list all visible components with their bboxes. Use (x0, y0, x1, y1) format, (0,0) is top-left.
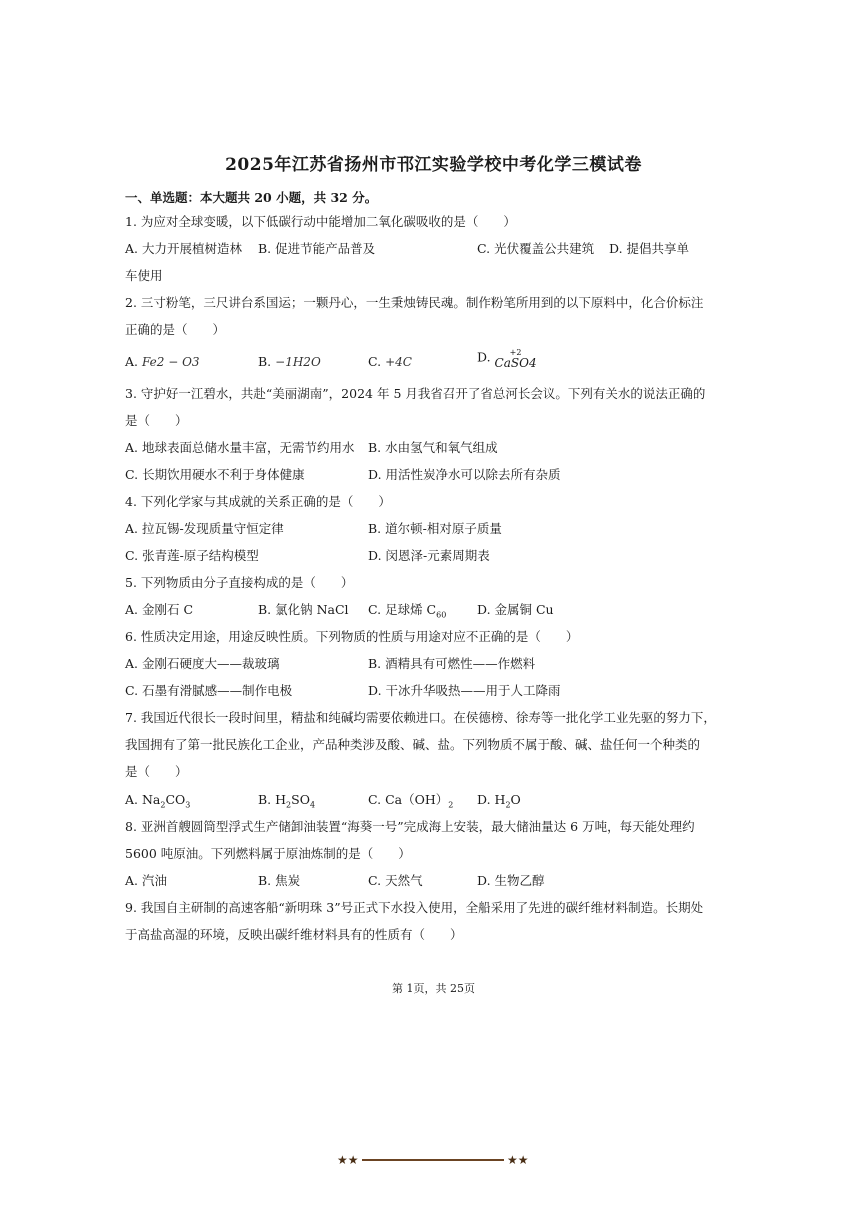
q5-option-c (368, 601, 446, 625)
q7-option-a-sub1: 2 (160, 800, 166, 810)
q7-option-a-sub2: 3 (185, 800, 191, 810)
q2-option-b-label: B. (258, 354, 272, 369)
q3-option-d: D. 用活性炭净水可以除去所有杂质 (368, 467, 561, 482)
q2-option-c (368, 353, 412, 371)
q7-option-a (125, 791, 190, 815)
q6-stem: 6. 性质决定用途，用途反映性质。下列物质的性质与用途对应不正确的是（ ） (125, 629, 579, 644)
q7-option-a-text2: CO (165, 792, 186, 807)
q9-stem-line1: 9. 我国自主研制的高速客船“新明珠 3”号正式下水投入使用，全船采用了先进的碳纤维材料制造。长期处 (125, 900, 704, 915)
q7-stem-line2: 我国拥有了第一批民族化工企业，产品种类涉及酸、碱、盐。下列物质不属于酸、碱、盐任何一个种类的 (125, 737, 701, 752)
q1-option-c: C. 光伏覆盖公共建筑 (477, 241, 595, 256)
q8-stem-line2: 5600 吨原油。下列燃料属于原油炼制的是（ ） (125, 846, 411, 861)
ornament-divider-line (362, 1159, 504, 1161)
q1-option-a: A. 大力开展植树造林 (125, 241, 242, 256)
q2-stem-line1: 2. 三寸粉笔，三尺讲台系国运；一颗丹心，一生秉烛铸民魂。制作粉笔所用到的以下原料中，化合价标注 (125, 295, 704, 310)
q2-option-b (258, 353, 321, 371)
q5-option-c-text: C. 足球烯 C (368, 602, 437, 617)
q2-option-a-formula: Fe2 − O3 (142, 355, 200, 369)
q2-option-a-label: A. (125, 354, 139, 369)
q4-option-b: B. 道尔顿-相对原子质量 (368, 521, 502, 536)
q7-option-b-text2: SO (291, 792, 310, 807)
q4-option-d: D. 闵恩泽-元素周期表 (368, 548, 490, 563)
q2-stem-line2: 正确的是（ ） (125, 322, 226, 337)
q7-stem-line3: 是（ ） (125, 764, 188, 779)
q7-option-c-sub: 2 (448, 800, 454, 810)
q2-option-d-formula (495, 348, 537, 368)
q3-stem-line1: 3. 守护好一江碧水，共赴“美丽湖南”，2024 年 5 月我省召开了省总河长会议。下列有关水的说法正确的 (125, 386, 706, 401)
q2-option-a (125, 353, 200, 371)
q8-option-d: D. 生物乙醇 (477, 873, 545, 888)
q7-option-d-text2: O (510, 792, 521, 807)
q2-option-d-compound: CaSO4 (494, 356, 537, 370)
q8-option-c: C. 天然气 (368, 873, 423, 888)
page-title: 2025年江苏省扬州市邗江实验学校中考化学三模试卷 (225, 155, 642, 175)
q4-option-c: C. 张青莲-原子结构模型 (125, 548, 259, 563)
q3-option-c: C. 长期饮用硬水不利于身体健康 (125, 467, 305, 482)
q7-option-b-sub1: 2 (286, 800, 292, 810)
ornament-left-stars: ★★ (337, 1153, 359, 1167)
q8-option-a: A. 汽油 (125, 873, 167, 888)
q3-option-a: A. 地球表面总储水量丰富，无需节约用水 (125, 440, 355, 455)
q7-option-b-sub2: 4 (309, 800, 316, 810)
q3-option-b: B. 水由氢气和氧气组成 (368, 440, 498, 455)
q7-option-b (258, 791, 315, 815)
q4-stem: 4. 下列化学家与其成就的关系正确的是（ ） (125, 494, 391, 509)
q7-option-d-sub: 2 (505, 800, 511, 810)
q6-option-c: C. 石墨有滑腻感——制作电极 (125, 683, 293, 698)
q9-stem-line2: 于高盐高湿的环境，反映出碳纤维材料具有的性质有（ ） (125, 927, 463, 942)
ornament-right-stars: ★★ (507, 1153, 529, 1167)
q5-option-b: B. 氯化钠 NaCl (258, 602, 349, 617)
q2-option-d-label: D. (477, 349, 491, 365)
q8-stem-line1: 8. 亚洲首艘圆筒型浮式生产储卸油装置“海葵一号”完成海上安装，最大储油量达 6 万吨，每天能处理约 (125, 819, 695, 834)
q7-option-d-text: D. H (477, 792, 506, 807)
q7-option-c-text: C. Ca（OH） (368, 792, 449, 807)
q2-option-d (477, 348, 537, 368)
page-number: 第 1页，共 25页 (392, 982, 475, 995)
q6-option-d: D. 干冰升华吸热——用于人工降雨 (368, 683, 561, 698)
q6-option-a: A. 金刚石硬度大——裁玻璃 (125, 656, 280, 671)
q7-option-d (477, 791, 521, 815)
section-heading: 一、单选题：本大题共 20 小题，共 32 分。 (125, 190, 378, 205)
q1-option-b: B. 促进节能产品普及 (258, 241, 376, 256)
q6-option-b: B. 酒精具有可燃性——作燃料 (368, 656, 536, 671)
q1-option-d-tail: 车使用 (125, 268, 163, 283)
q5-option-d: D. 金属铜 Cu (477, 602, 554, 617)
q2-option-c-label: C. (368, 354, 382, 369)
q3-stem-line2: 是（ ） (125, 413, 188, 428)
q1-option-d: D. 提倡共享单 (609, 241, 690, 256)
footer-ornament (0, 1151, 867, 1169)
q8-option-b: B. 焦炭 (258, 873, 301, 888)
q5-stem: 5. 下列物质由分子直接构成的是（ ） (125, 575, 354, 590)
q5-option-c-subscript: 60 (436, 610, 447, 620)
q7-option-a-text: A. Na (125, 792, 161, 807)
q1-stem: 1. 为应对全球变暖，以下低碳行动中能增加二氧化碳吸收的是（ ） (125, 214, 516, 229)
q7-option-b-text: B. H (258, 792, 287, 807)
q2-option-d-valence: +2 (509, 348, 522, 357)
q7-stem-line1: 7. 我国近代很长一段时间里，精盐和纯碱均需要依赖进口。在侯德榜、徐寿等一批化学工业先驱的努力下， (125, 710, 716, 725)
q4-option-a: A. 拉瓦锡-发现质量守恒定律 (125, 521, 284, 536)
q2-option-b-formula: −1H2O (275, 355, 321, 369)
q7-option-c (368, 791, 453, 815)
q2-option-c-formula: +4C (385, 355, 412, 369)
q5-option-a: A. 金刚石 C (125, 602, 194, 617)
